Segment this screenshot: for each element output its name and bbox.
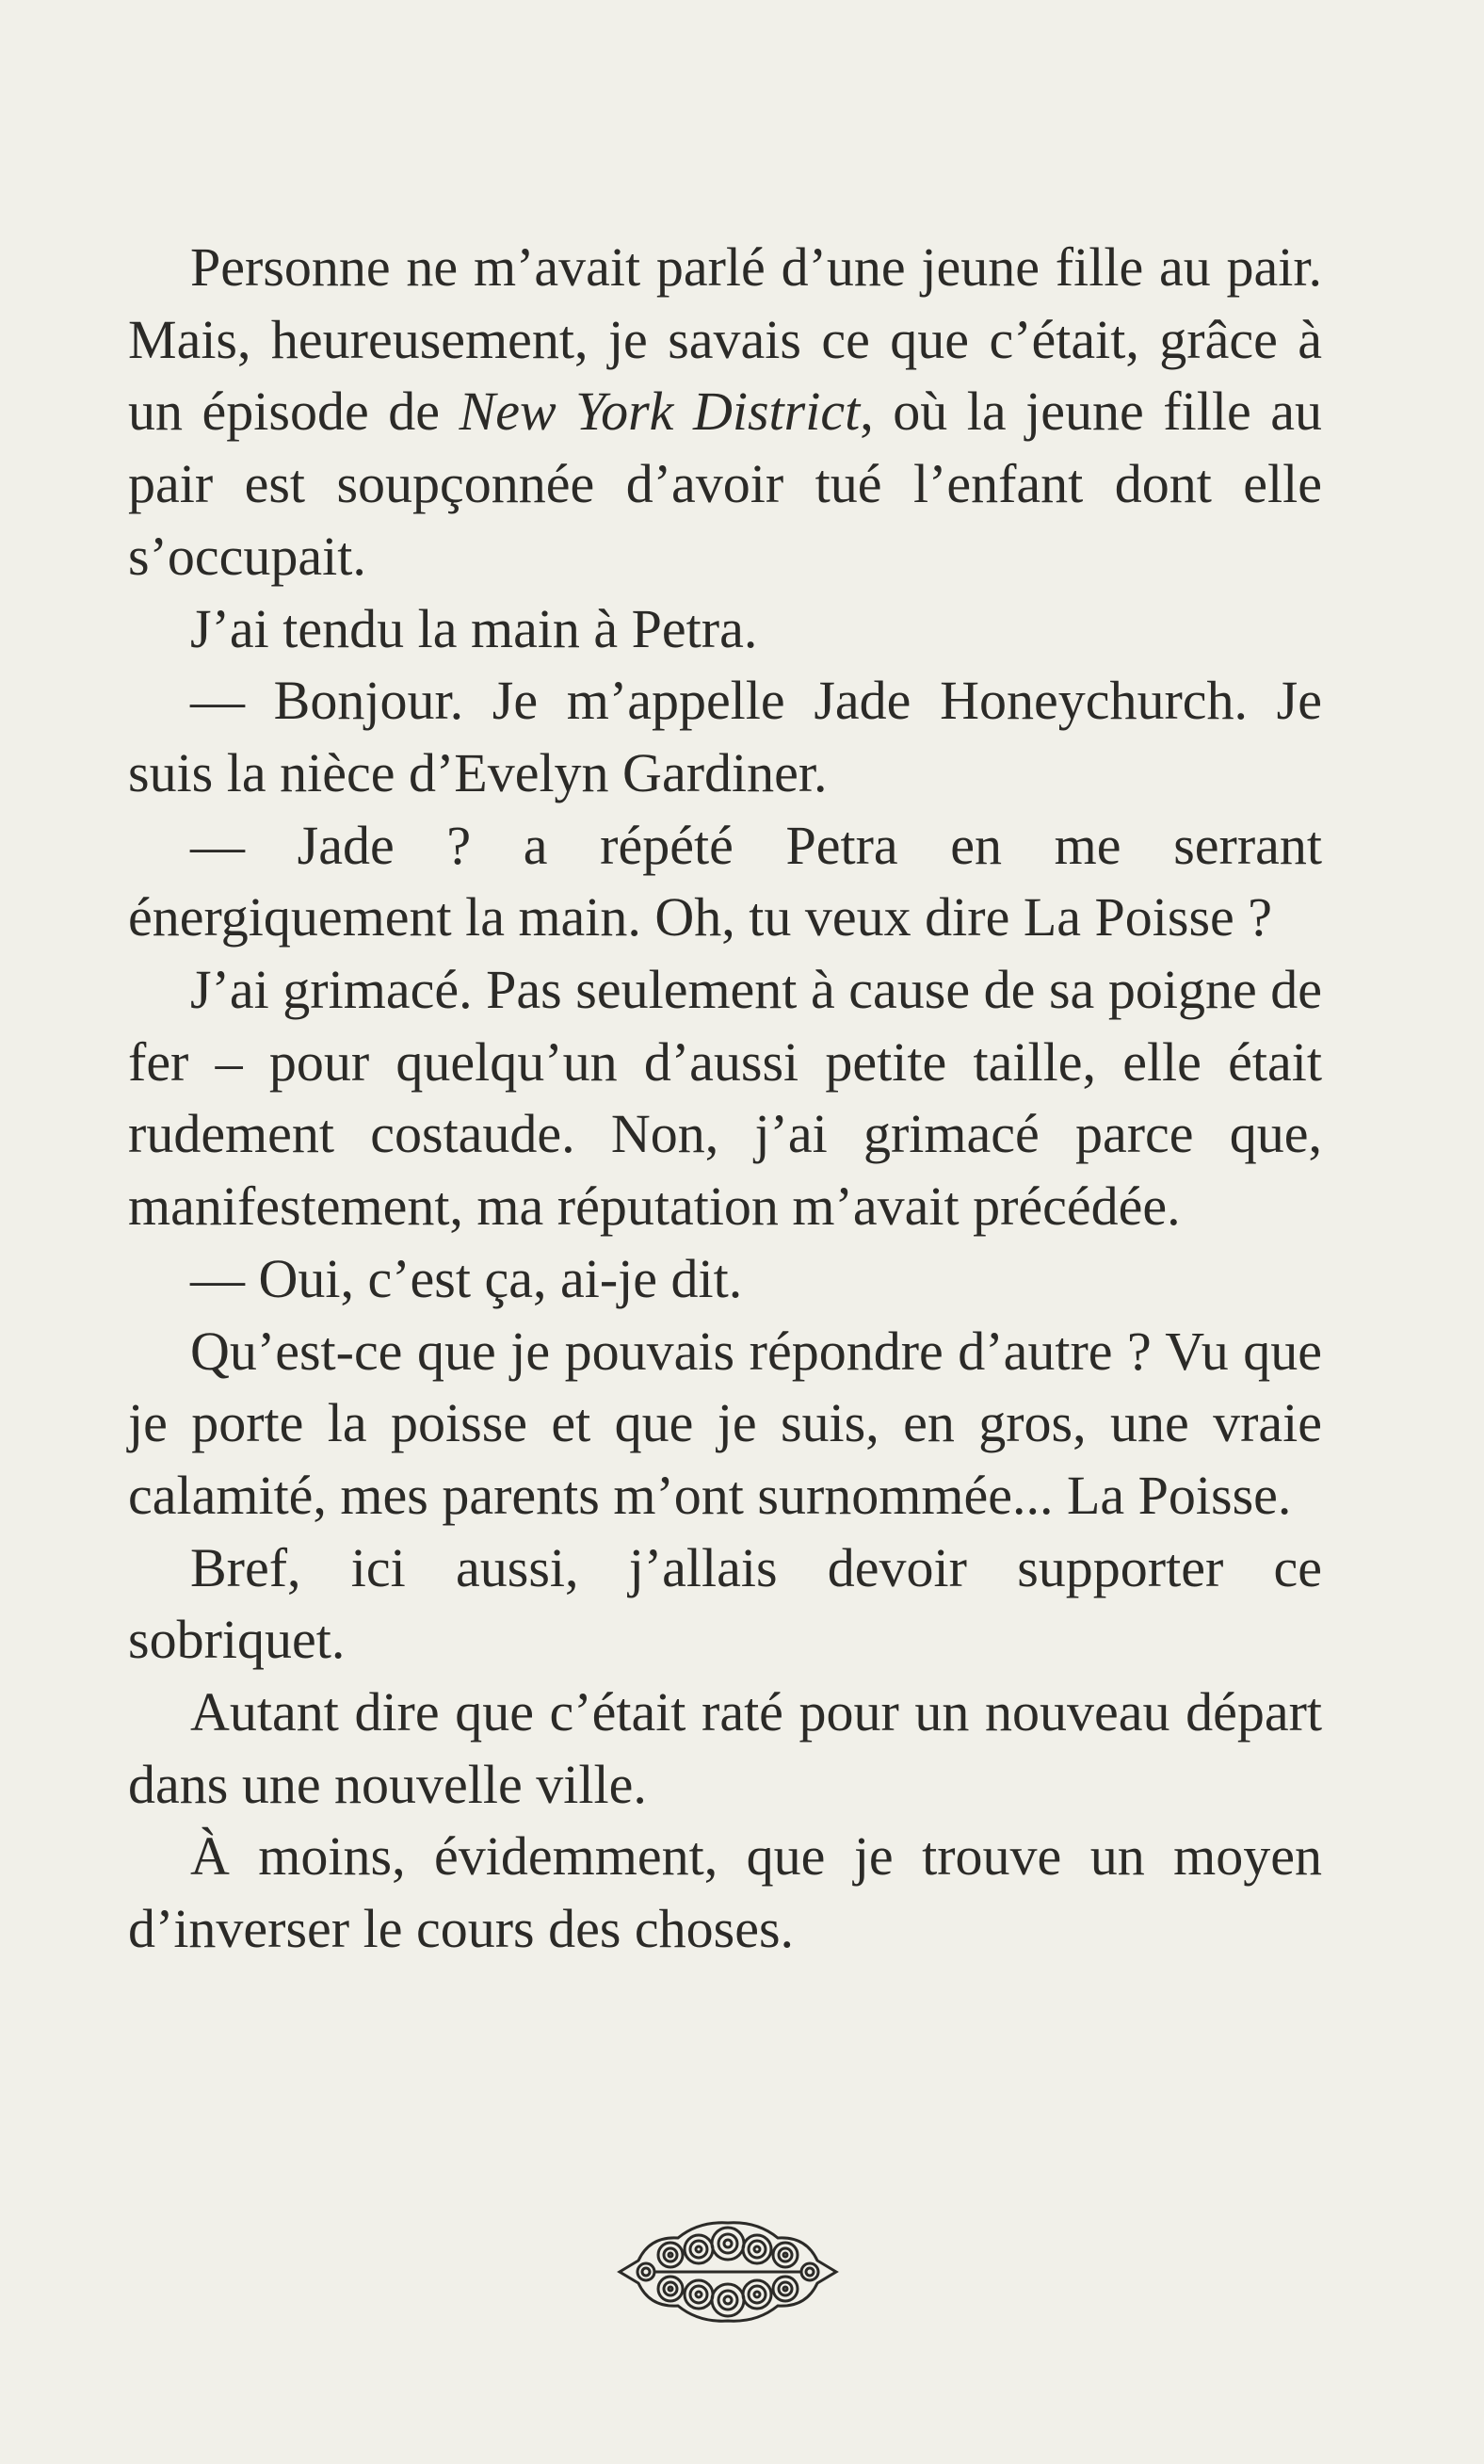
body-text [128, 232, 1322, 1966]
swirl-cloud-ornament-icon [612, 2215, 844, 2328]
paragraph-7: Qu’est-ce que je pouvais répondre d’autre ? Vu que je porte la poisse et que je suis, en gros, une vraie calamité, mes parents m’ont surnommée... La Poisse. [128, 1320, 1322, 1526]
paragraph-6: — Oui, c’est ça, ai-je dit. [190, 1247, 743, 1309]
paragraph-4: — Jade ? a répété Petra en me serrant énergiquement la main. Oh, tu veux dire La Poisse ? [128, 814, 1322, 948]
paragraph-9: Autant dire que c’était raté pour un nouveau départ dans une nouvelle ville. [128, 1681, 1322, 1815]
paragraph-1: Personne ne m’avait parlé d’une jeune fille au pair. Mais, heureusement, je savais ce que c’était, grâce à un épisode de New York District, où la jeune fille au pair est soupçonnée d’avoir tué l’enfant dont elle s’occupait. [128, 236, 1322, 587]
paragraph-10: À moins, évidemment, que je trouve un moyen d’inverser le cours des choses. [128, 1825, 1322, 1960]
paragraph-5: J’ai grimacé. Pas seulement à cause de sa poigne de fer – pour quelqu’un d’aussi petite taille, elle était rudement costaude. Non, j’ai grimacé parce que, manifestement, ma réputation m’avait précédée. [128, 959, 1322, 1238]
tv-show-title: New York District [459, 381, 861, 443]
paragraph-2: J’ai tendu la main à Petra. [190, 597, 758, 659]
paragraph-8: Bref, ici aussi, j’allais devoir supporter ce sobriquet. [128, 1536, 1322, 1671]
paragraph-3: — Bonjour. Je m’appelle Jade Honeychurch. Je suis la nièce d’Evelyn Gardiner. [128, 670, 1322, 803]
